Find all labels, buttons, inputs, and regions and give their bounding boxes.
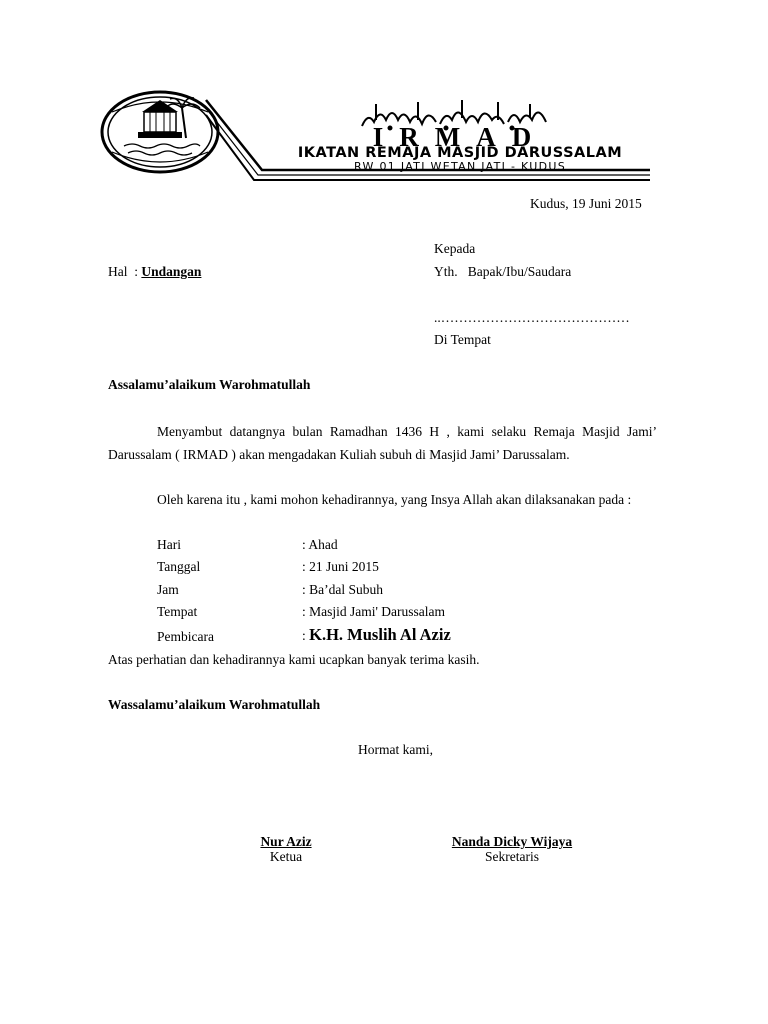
org-address: RW 01 JATI WETAN JATI - KUDUS (353, 160, 566, 173)
detail-value-pembicara-prefix: : (302, 628, 310, 643)
detail-value-jam: : Ba’dal Subuh (302, 582, 383, 597)
letter-date: Kudus, 19 Juni 2015 (530, 196, 642, 211)
greeting-close: Wassalamu’alaikum Warohmatullah (108, 697, 321, 712)
detail-value-tempat: : Masjid Jami' Darussalam (302, 604, 446, 619)
detail-value-tanggal: : 21 Juni 2015 (302, 559, 379, 574)
body-paragraph-1: Menyambut datangnya bulan Ramadhan 1436 H , kami selaku Remaja Masjid Jami’ Darussalam ( IRMAD ) akan mengadakan Kuliah subuh di Masjid Jami’ Darussalam. (108, 424, 657, 462)
detail-label-tanggal: Tanggal (157, 559, 201, 574)
mosque-emblem-icon (102, 92, 218, 172)
signatory-1-name: Nur Aziz (260, 834, 312, 849)
recipient-yth: Yth. Bapak/Ibu/Saudara (434, 264, 572, 279)
org-short-name: IRMAD (372, 122, 548, 152)
greeting-open: Assalamu’alaikum Warohmatullah (108, 377, 311, 392)
signatory-2-role: Sekretaris (485, 849, 539, 864)
letterhead (0, 0, 768, 200)
closing-line: Atas perhatian dan kehadirannya kami ucapkan banyak terima kasih. (108, 652, 480, 667)
subject-line (108, 264, 201, 280)
recipient-place: Di Tempat (434, 332, 491, 347)
signatory-2-name: Nanda Dicky Wijaya (451, 834, 573, 849)
signatory-2 (427, 834, 597, 865)
detail-label-pembicara: Pembicara (157, 629, 214, 644)
recipient-dots: ..…………………………………… (434, 310, 630, 325)
body-paragraph-2: Oleh karena itu , kami mohon kehadirannya, yang Insya Allah akan dilaksanakan pada : (157, 492, 632, 507)
detail-label-hari: Hari (157, 537, 181, 552)
signatory-1-role: Ketua (269, 849, 303, 864)
recipient-kepada: Kepada (434, 241, 476, 256)
detail-value-hari: : Ahad (302, 537, 338, 552)
signatory-1 (226, 834, 346, 865)
subject-value: Undangan (141, 264, 202, 279)
detail-label-tempat: Tempat (157, 604, 198, 619)
detail-label-jam: Jam (157, 582, 179, 597)
subject-label: Hal : (108, 264, 138, 279)
regards: Hormat kami, (358, 742, 433, 757)
org-full-name: IKATAN REMAJA MASJID DARUSSALAM (297, 145, 623, 161)
detail-value-pembicara: K.H. Muslih Al Aziz (309, 625, 451, 644)
detail-value-pembicara-row (302, 625, 451, 645)
